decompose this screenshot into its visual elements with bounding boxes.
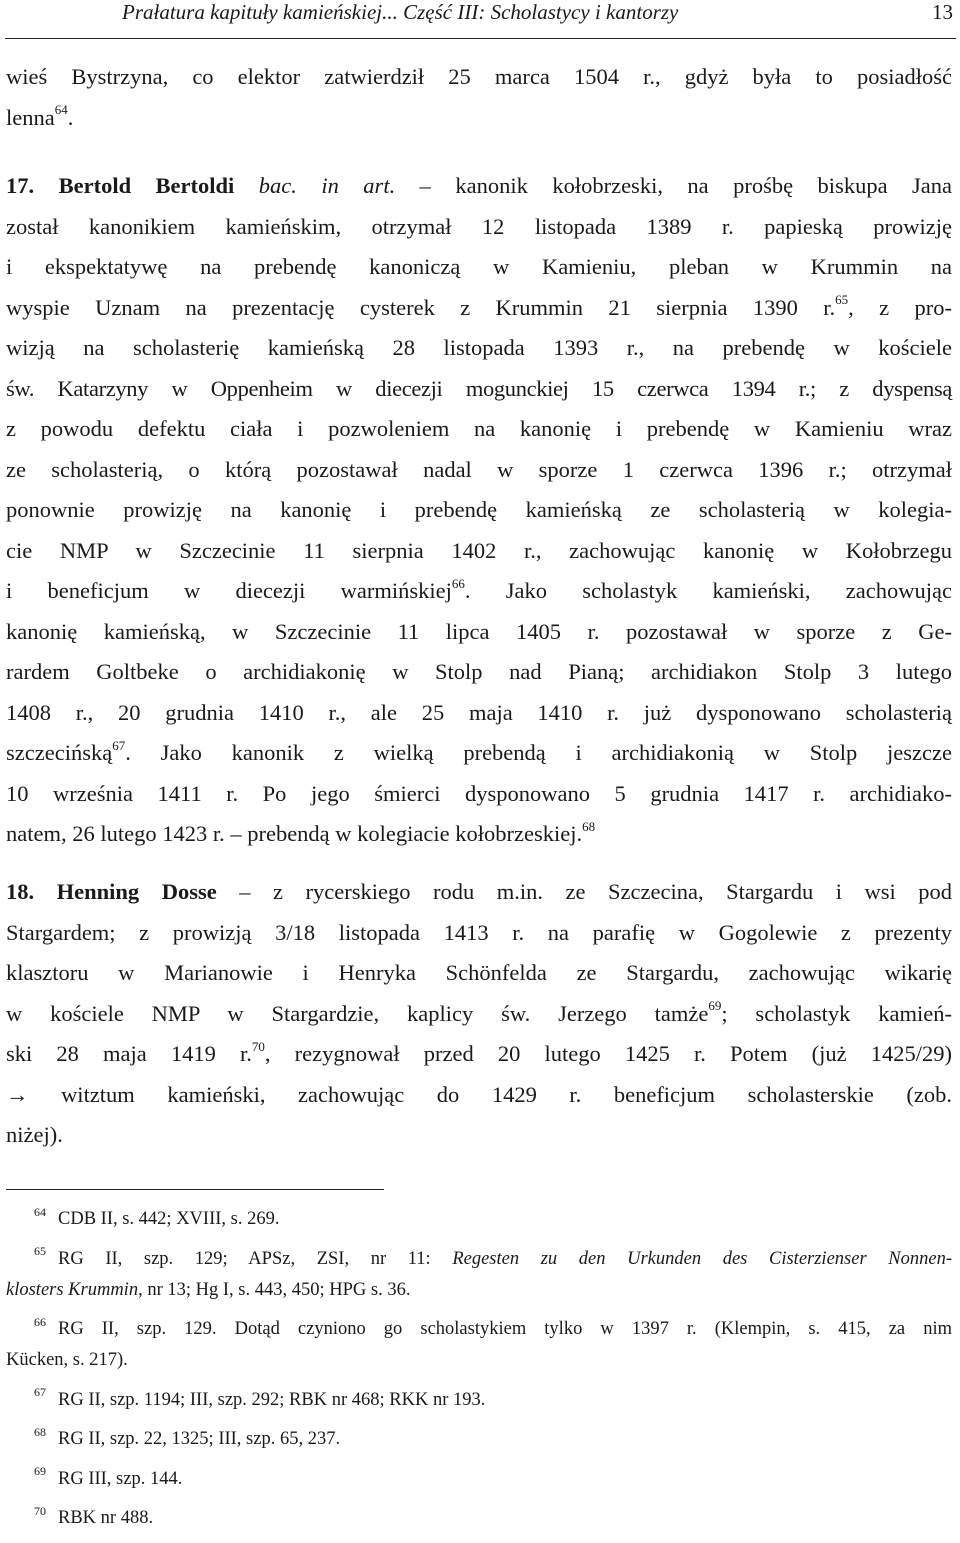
text-line: kanonię kamieńską, w Szczecinie 11 lipca 1405 r. pozostawał w sporze z Ge- [6,618,952,644]
footnote [6,1424,952,1455]
text-line [6,98,952,139]
text-fragment: . Jako scholastyk kamieński, zachowując [464,578,952,603]
footnote-ref[interactable]: 67 [112,737,126,753]
footnote [6,1204,952,1235]
footnote-text: CDB II, s. 442; XVIII, s. 269. [58,1209,280,1229]
text-line [6,1314,952,1345]
entry-degree: bac. in art. [258,173,396,198]
text-line: 10 września 1411 r. Po jego śmierci dysponowano 5 grudnia 1417 r. archidiako- [6,780,952,806]
entry-17 [6,166,952,855]
text-line [6,166,952,207]
footnote-text: RG II, szp. 129. Dotąd czyniono go scholastykiem tylko w 1397 r. (Klempin, s. 415, za nim [58,1319,952,1339]
text-fragment: ; scholastyk kamień- [721,1000,952,1026]
text-line: cie NMP w Szczecinie 11 sierpnia 1402 r., zachowując kanonię w Kołobrzegu [6,537,952,563]
text-line: Kücken, s. 217). [6,1350,128,1370]
text-line [6,288,952,329]
text-line: ponownie prowizję na kanonię i prebendę kamieńską ze scholasterią w kolegia- [6,497,952,522]
text-line [6,571,952,612]
page-number: 13 [932,0,953,24]
text-fragment: . [67,104,74,130]
entry-number: 17. [6,173,35,198]
footnote-ref[interactable]: 68 [582,818,596,834]
text-line [6,994,952,1035]
footnotes [6,1204,952,1543]
footnote-number-label: 69 [34,1464,46,1479]
main-text [6,57,952,138]
footnote-text: RBK nr 488. [58,1508,154,1528]
text-fragment: wyspie Uznam na prezentację cysterek z Krummin 21 sierpnia 1390 r. [6,294,836,320]
text-fragment: ski 28 maja 1419 r. [6,1041,252,1066]
footnote-text: RG II, szp. 129; APSz, ZSI, nr 11: [58,1248,453,1269]
footnote-number [6,1385,58,1416]
footnote-number-label: 64 [34,1204,46,1219]
footnote-number [6,1464,58,1495]
text-line [6,814,952,855]
footnote-number-label: 65 [34,1244,46,1259]
footnote-number [6,1204,58,1235]
footnote-ref[interactable]: 66 [451,575,465,591]
text-line: → witztum kamieński, zachowując do 1429 r. beneficjum scholasterskie (zob. [6,1081,952,1107]
footnote-ref[interactable]: 64 [54,102,68,117]
text-line: 1408 r., 20 grudnia 1410 r., ale 25 maja 1410 r. już dysponowano scholasterią [6,699,952,725]
footnote-number [6,1424,58,1455]
footnote-number [6,1244,58,1275]
text-fragment: – z rycerskiego rodu m.in. ze Szczecina, Stargardu i wsi pod [239,879,953,904]
entry-name: Bertold Bertoldi [58,173,235,198]
text-fragment: i beneficjum w diecezji warmińskiej [6,578,452,603]
running-title: Prałatura kapituły kamieńskiej... Część III: Scholastycy i kantorzy [122,0,679,24]
header-rule [5,38,956,39]
footnote [6,1314,952,1376]
text-line [6,1275,952,1306]
text-fragment: , z pro- [848,294,952,320]
footnote-number-label: 66 [34,1314,46,1329]
footnote-number [6,1314,58,1345]
text-line [6,733,952,774]
text-line [6,1244,952,1275]
text-fragment: lenna [6,104,55,130]
text-line: i ekspektatywę na prebendę kanoniczą w Kamieniu, pleban w Krummin na [6,254,952,279]
footnote-number-label: 68 [34,1424,46,1439]
text-fragment: , rezygnował przed 20 lutego 1425 r. Potem (już 1425/29) [264,1041,953,1066]
footnote-text: , nr 13; Hg I, s. 443, 450; HPG s. 36. [138,1279,411,1300]
text-fragment: – kanonik kołobrzeski, na prośbę biskupa Jana [419,173,953,198]
text-fragment: . Jako kanonik z wielką prebendą i archidiakonią w Stolp jeszcze [125,740,952,765]
footnote-number-label: 67 [34,1385,46,1400]
footnote [6,1464,952,1495]
text-line: wizją na scholasterię kamieńską 28 listopada 1393 r., na prebendę w kościele [6,335,952,360]
footnote-ref[interactable]: 65 [835,292,849,307]
text-fragment: w kościele NMP w Stargardzie, kaplicy św. Jerzego tamże [6,1000,709,1026]
running-header [0,0,960,36]
text-fragment: natem, 26 lutego 1423 r. – prebendą w kolegiacie kołobrzeskiej. [6,821,583,846]
text-line: ze scholasterią, o którą pozostawał nadal w sporze 1 czerwca 1396 r.; otrzymał [6,456,952,482]
text-line: został kanonikiem kamieńskim, otrzymał 12 listopada 1389 r. papieską prowizję [6,213,952,239]
entry-name: Henning Dosse [56,879,217,904]
text-line: Stargardem; z prowizją 3/18 listopada 1413 r. na parafię w Gogolewie z prezenty [6,919,952,945]
text-line [6,872,952,913]
entry-18 [6,872,952,1156]
footnote [6,1244,952,1306]
text-line: z powodu defektu ciała i pozwoleniem na kanonię i prebendę w Kamieniu wraz [6,416,952,441]
footnote [6,1503,952,1534]
text-line: rardem Goltbeke o archidiakonię w Stolp nad Pianą; archidiakon Stolp 3 lutego [6,659,952,684]
footnote-ref[interactable]: 70 [251,1038,265,1054]
footnote [6,1385,952,1416]
footnote-number-label: 70 [34,1503,46,1518]
footnote-text: RG II, szp. 1194; III, szp. 292; RBK nr 468; RKK nr 193. [58,1389,486,1410]
footnote-rule [6,1189,384,1190]
text-line: wieś Bystrzyna, co elektor zatwierdził 25 marca 1504 r., gdyż była to posiadłość [6,64,952,89]
footnote-number [6,1503,58,1534]
footnote-ref[interactable]: 69 [708,998,722,1013]
text-line [6,1034,952,1075]
text-line: niżej). [6,1122,63,1147]
text-line: klasztoru w Marianowie i Henryka Schönfelda ze Stargardu, zachowując wikarię [6,960,952,985]
footnote-text: RG II, szp. 22, 1325; III, szp. 65, 237. [58,1429,341,1449]
footnote-text: RG III, szp. 144. [58,1468,183,1489]
text-line: św. Katarzyny w Oppenheim w diecezji mogunckiej 15 czerwca 1394 r.; z dyspensą [6,375,952,401]
footnote-text-italic: Regesten zu den Urkunden des Cisterzienser Nonnen- [452,1248,952,1269]
footnote-text-italic: klosters Krummin [6,1279,139,1300]
entry-number: 18. [6,879,35,904]
text-fragment: szczecińską [6,740,113,765]
